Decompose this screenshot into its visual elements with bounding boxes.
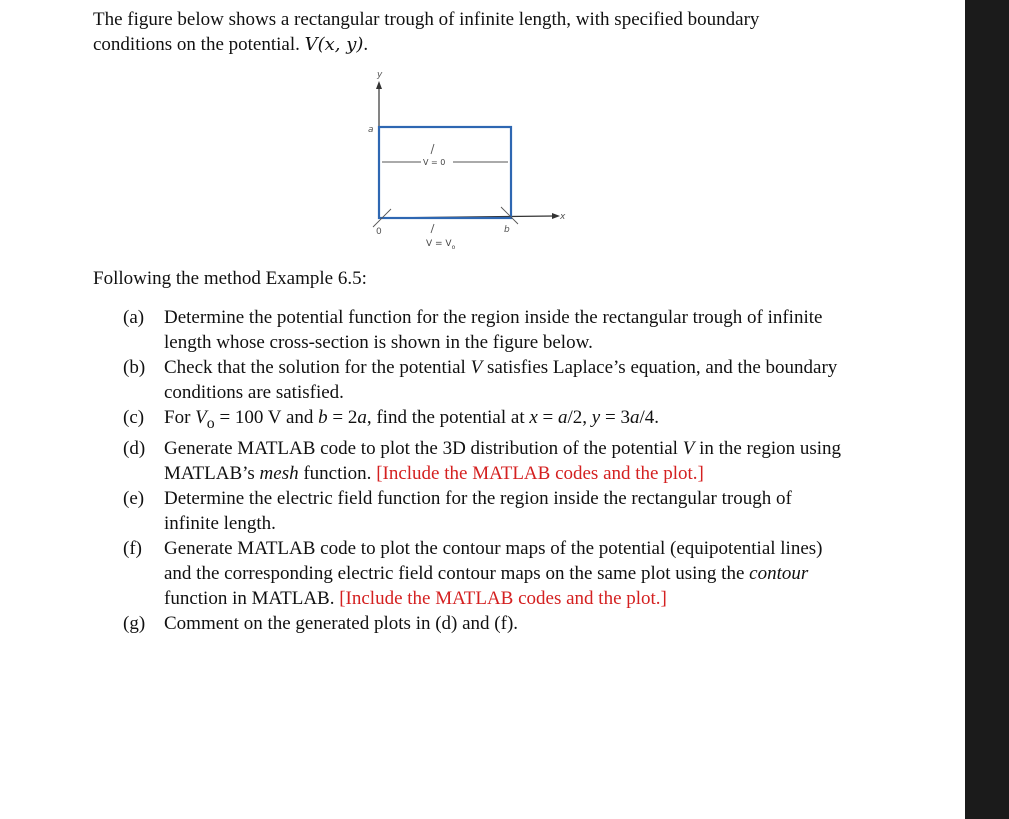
top-lid-marker xyxy=(431,144,434,154)
question-d-label: (d) xyxy=(123,437,146,459)
question-b-text-2: satisfies Laplace’s equation, and the boundary conditions are satisfied. xyxy=(164,357,838,403)
question-c-text-6: /2, xyxy=(567,407,592,428)
question-b-label: (b) xyxy=(123,357,146,378)
question-e xyxy=(123,486,843,536)
question-c-text-7: = 3 xyxy=(600,407,630,428)
bottom-condition-marker xyxy=(431,224,434,233)
question-a-text: Determine the potential function for the region inside the rectangular trough of infinite length whose cross-section is shown in the figure below. xyxy=(164,307,823,353)
question-b-text-1: Check that the solution for the potential xyxy=(164,357,471,378)
trough-rectangle xyxy=(379,127,511,218)
question-d-text-1: Generate MATLAB code to plot the 3D distribution of the potential xyxy=(164,437,683,459)
potential-function-notation: V(x, y) xyxy=(304,34,364,55)
right-side-bar xyxy=(965,0,1009,819)
question-c-text-4: , find the potential at xyxy=(366,407,530,428)
question-c-text-1: For xyxy=(164,407,196,428)
question-c-v: V xyxy=(195,407,207,428)
question-c-a-3: a xyxy=(629,407,640,428)
intro-line-2 xyxy=(93,32,853,57)
question-d-text-3: function. xyxy=(298,462,377,484)
method-reference-line: Following the method Example 6.5: xyxy=(93,268,367,289)
question-f xyxy=(123,536,843,611)
question-e-label: (e) xyxy=(123,487,145,509)
question-e-text: Determine the electric field function for the region inside the rectangular trough of infinite length. xyxy=(164,487,792,534)
question-list xyxy=(123,305,843,636)
question-f-include-note: [Include the MATLAB codes and the plot.] xyxy=(339,587,667,609)
question-a xyxy=(123,305,843,355)
question-g xyxy=(123,611,843,636)
intro-line-2-suffix: . xyxy=(363,34,369,55)
a-label: a xyxy=(368,125,374,135)
trough-cross-section-figure xyxy=(360,64,580,258)
question-f-label: (f) xyxy=(123,537,142,559)
question-f-text-2: function in MATLAB. xyxy=(164,587,340,609)
b-label: b xyxy=(504,225,510,235)
question-c-b: b xyxy=(318,407,328,428)
question-g-label: (g) xyxy=(123,612,146,634)
bottom-condition-subscript: o xyxy=(451,244,456,251)
question-c xyxy=(123,405,843,436)
question-c-label: (c) xyxy=(123,407,145,428)
question-c-text-5: = xyxy=(537,407,559,428)
question-d xyxy=(123,436,843,486)
y-axis-arrow xyxy=(376,81,382,89)
question-c-a-1: a xyxy=(357,407,367,428)
question-c-text-8: /4. xyxy=(639,407,659,428)
intro-line-2-prefix: conditions on the potential. xyxy=(93,34,305,55)
question-d-mesh: mesh xyxy=(259,462,299,484)
y-axis-label: y xyxy=(377,70,383,80)
origin-label: 0 xyxy=(376,227,382,237)
question-b xyxy=(123,355,843,405)
question-c-a-2: a xyxy=(558,407,568,428)
x-axis-arrow xyxy=(552,213,560,219)
bottom-condition-label xyxy=(426,239,456,251)
question-c-v-subscript: o xyxy=(206,414,215,432)
question-d-v: V xyxy=(682,437,695,459)
question-g-text: Comment on the generated plots in (d) and (f). xyxy=(164,612,519,634)
question-d-text-2: in the region using MATLAB’s xyxy=(164,437,842,484)
question-c-x: x xyxy=(529,407,538,428)
x-axis-label: x xyxy=(560,212,566,222)
question-f-contour: contour xyxy=(749,562,809,584)
top-condition-label: V = 0 xyxy=(423,158,446,167)
question-a-label: (a) xyxy=(123,307,145,328)
intro-line-1: The figure below shows a rectangular trough of infinite length, with specified boundary xyxy=(93,9,760,30)
question-c-text-3: = 2 xyxy=(327,407,358,428)
question-c-text-2: = 100 V and xyxy=(214,407,319,428)
bottom-condition-main: V = V xyxy=(426,239,452,249)
question-b-v: V xyxy=(470,357,483,378)
right-corner-gap-line xyxy=(501,207,518,224)
question-d-include-note: [Include the MATLAB codes and the plot.] xyxy=(376,462,704,484)
question-f-text-1: Generate MATLAB code to plot the contour maps of the potential (equipotential lines) and the corresponding electric field contour maps on the same plot using the xyxy=(164,537,823,584)
question-c-y: y xyxy=(591,407,601,428)
intro-paragraph xyxy=(93,7,853,57)
